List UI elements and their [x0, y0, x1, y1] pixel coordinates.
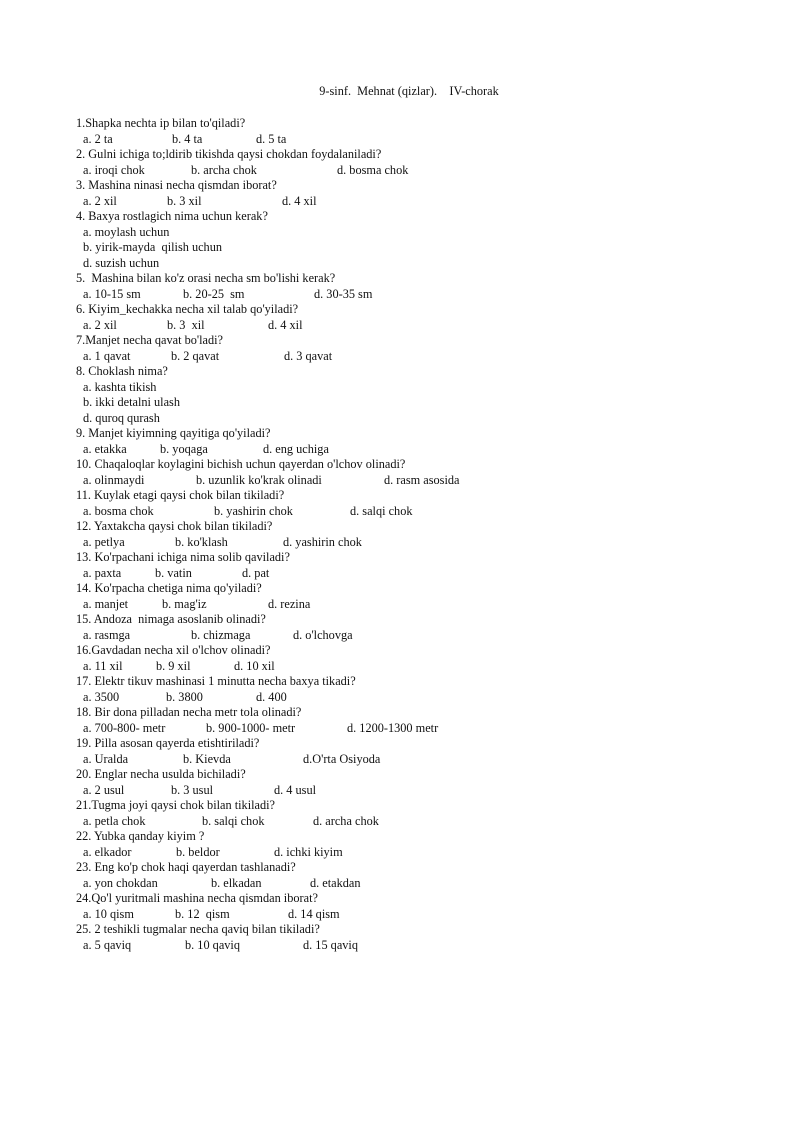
answer-option: a. yon chokdan — [83, 875, 158, 890]
answer-option: b. Kievda — [183, 751, 231, 766]
question-text: 16.Gavdadan necha xil o'lchov olinadi? — [76, 643, 271, 657]
question-text: 22. Yubka qanday kiyim ? — [76, 829, 205, 843]
question-text: 4. Baxya rostlagich nima uchun kerak? — [76, 209, 268, 223]
answer-option: b. ikki detalni ulash — [83, 395, 180, 409]
question-text: 17. Elektr tikuv mashinasi 1 minutta necha baxya tikadi? — [76, 674, 356, 688]
question-text: 10. Chaqaloqlar koylagini bichish uchun qayerdan o'lchov olinadi? — [76, 457, 406, 471]
question-item — [76, 302, 776, 333]
answer-option: b. 3 xil — [167, 317, 205, 332]
answer-option: b. elkadan — [211, 875, 262, 890]
answer-option: a. 2 xil — [83, 317, 117, 332]
answer-option: d. etakdan — [310, 875, 361, 890]
answer-option: d. archa chok — [313, 813, 379, 828]
question-item — [76, 550, 776, 581]
answer-option: b. 10 qaviq — [185, 937, 240, 952]
question-item — [76, 271, 776, 302]
answer-option: d.O'rta Osiyoda — [303, 751, 381, 766]
question-text: 5. Mashina bilan ko'z orasi necha sm bo'lishi kerak? — [76, 271, 336, 285]
answer-option: b. yashirin chok — [214, 503, 293, 518]
answer-option: b. archa chok — [191, 162, 257, 177]
answer-option: a. moylash uchun — [83, 224, 170, 239]
answer-option: a. 2 xil — [83, 193, 117, 208]
question-item — [76, 209, 776, 271]
answer-option: a. manjet — [83, 596, 129, 611]
question-text: 3. Mashina ninasi necha qismdan iborat? — [76, 178, 277, 192]
question-text: 15. Andoza nimaga asoslanib olinadi? — [76, 612, 266, 626]
question-item — [76, 178, 776, 209]
question-item — [76, 147, 776, 178]
answer-option: b. 2 qavat — [171, 348, 220, 363]
answer-options-row — [76, 473, 776, 489]
answer-options-row — [76, 194, 776, 210]
answer-option: d. 1200-1300 metr — [347, 720, 439, 735]
answer-option: d. yashirin chok — [283, 534, 362, 549]
answer-option: d. ichki kiyim — [274, 844, 343, 859]
answer-option: a. elkador — [83, 844, 132, 859]
answer-options-row — [76, 132, 776, 148]
question-text: 20. Englar necha usulda bichiladi? — [76, 767, 246, 781]
answer-option: a. etakka — [83, 441, 127, 456]
answer-options-row — [76, 783, 776, 799]
question-item — [76, 519, 776, 550]
question-text: 6. Kiyim_kechakka necha xil talab qo'yiladi? — [76, 302, 299, 316]
answer-options-row — [76, 659, 776, 675]
answer-options-row — [76, 876, 776, 892]
answer-options-row — [76, 287, 776, 303]
answer-option: a. petla chok — [83, 813, 146, 828]
answer-option: b. salqi chok — [202, 813, 265, 828]
page-title: 9-sinf. Mehnat (qizlar). IV-chorak — [319, 84, 499, 98]
answer-option: b. yirik-mayda qilish uchun — [83, 240, 223, 254]
answer-option: b. 3 xil — [167, 193, 202, 208]
question-text: 8. Choklash nima? — [76, 364, 168, 378]
question-text: 21.Tugma joyi qaysi chok bilan tikiladi? — [76, 798, 276, 812]
question-item — [76, 705, 776, 736]
answer-option: b. mag'iz — [162, 596, 207, 611]
question-text: 13. Ko'rpachani ichiga nima solib qaviladi? — [76, 550, 290, 564]
answer-option: a. Uralda — [83, 751, 129, 766]
question-item — [76, 364, 776, 426]
answer-options-row — [76, 442, 776, 458]
answer-options-row — [76, 628, 776, 644]
answer-option: d. quroq qurash — [83, 410, 160, 425]
question-list — [76, 116, 776, 953]
question-text: 19. Pilla asosan qayerda etishtiriladi? — [76, 736, 260, 750]
answer-option: a. 700-800- metr — [83, 720, 166, 735]
answer-option: d. bosma chok — [337, 162, 409, 177]
question-text: 12. Yaxtakcha qaysi chok bilan tikiladi? — [76, 519, 273, 533]
answer-options-row — [76, 845, 776, 861]
question-item — [76, 674, 776, 705]
question-item — [76, 488, 776, 519]
answer-option: d. 5 ta — [256, 131, 287, 146]
answer-options-row — [76, 163, 776, 179]
question-item — [76, 736, 776, 767]
answer-option: b. 900-1000- metr — [206, 720, 296, 735]
answer-option: d. rezina — [268, 596, 311, 611]
answer-option: d. pat — [242, 565, 270, 580]
question-item — [76, 333, 776, 364]
answer-options-row — [76, 535, 776, 551]
answer-options-row — [76, 504, 776, 520]
answer-option: a. 3500 — [83, 689, 120, 704]
question-item — [76, 581, 776, 612]
question-item — [76, 922, 776, 953]
answer-option: d. 3 qavat — [284, 348, 333, 363]
answer-options-row — [76, 721, 776, 737]
question-item — [76, 457, 776, 488]
answer-options-row — [76, 752, 776, 768]
answer-options-row — [76, 814, 776, 830]
answer-options-row — [76, 938, 776, 954]
question-item — [76, 829, 776, 860]
answer-option: a. 1 qavat — [83, 348, 131, 363]
answer-option: d. 4 xil — [282, 193, 317, 208]
question-text: 7.Manjet necha qavat bo'ladi? — [76, 333, 223, 347]
answer-option: b. vatin — [155, 565, 192, 580]
answer-options-row — [76, 690, 776, 706]
question-text: 9. Manjet kiyimning qayitiga qo'yiladi? — [76, 426, 271, 440]
answer-option: b. chizmaga — [191, 627, 251, 642]
answer-options-row — [76, 907, 776, 923]
question-item — [76, 798, 776, 829]
answer-options-row — [76, 597, 776, 613]
question-text: 23. Eng ko'p chok haqi qayerdan tashlanadi? — [76, 860, 296, 874]
question-text: 18. Bir dona pilladan necha metr tola olinadi? — [76, 705, 302, 719]
question-text: 14. Ko'rpacha chetiga nima qo'yiladi? — [76, 581, 262, 595]
answer-option: b. 9 xil — [156, 658, 191, 673]
answer-option: b. 3 usul — [171, 782, 214, 797]
answer-option: a. rasmga — [83, 627, 131, 642]
answer-option: b. 20-25 sm — [183, 286, 245, 301]
answer-options-row — [76, 566, 776, 582]
answer-option: a. 2 ta — [83, 131, 113, 146]
answer-option: a. 10-15 sm — [83, 286, 141, 301]
answer-option: a. olinmaydi — [83, 472, 145, 487]
answer-option: d. 30-35 sm — [314, 286, 373, 301]
answer-option: d. 4 xil — [268, 317, 303, 332]
answer-option: d. eng uchiga — [263, 441, 329, 456]
answer-option: a. paxta — [83, 565, 122, 580]
answer-option: a. bosma chok — [83, 503, 154, 518]
question-item — [76, 116, 776, 147]
answer-option: d. 400 — [256, 689, 287, 704]
question-text: 24.Qo'l yuritmali mashina necha qismdan iborat? — [76, 891, 318, 905]
question-text: 1.Shapka nechta ip bilan to'qiladi? — [76, 116, 246, 130]
question-text: 2. Gulni ichiga to;ldirib tikishda qaysi chokdan foydalaniladi? — [76, 147, 382, 161]
question-item — [76, 426, 776, 457]
answer-option: b. ko'klash — [175, 534, 228, 549]
answer-option: d. 10 xil — [234, 658, 275, 673]
question-item — [76, 767, 776, 798]
question-item — [76, 643, 776, 674]
answer-option: b. beldor — [176, 844, 220, 859]
question-item — [76, 891, 776, 922]
answer-option: d. 15 qaviq — [303, 937, 358, 952]
answer-option: d. o'lchovga — [293, 627, 353, 642]
answer-option: a. petlya — [83, 534, 125, 549]
answer-option: a. kashta tikish — [83, 379, 157, 394]
question-item — [76, 860, 776, 891]
answer-option: d. rasm asosida — [384, 472, 460, 487]
answer-option: d. suzish uchun — [83, 255, 160, 270]
answer-option: a. 10 qism — [83, 906, 134, 921]
answer-option: a. 5 qaviq — [83, 937, 132, 952]
answer-option: b. 3800 — [166, 689, 203, 704]
answer-option: b. 12 qism — [175, 906, 230, 921]
question-text: 25. 2 teshikli tugmalar necha qaviq bilan tikiladi? — [76, 922, 320, 936]
answer-option: a. iroqi chok — [83, 162, 145, 177]
answer-option: b. 4 ta — [172, 131, 203, 146]
answer-option: d. 4 usul — [274, 782, 317, 797]
answer-options-row — [76, 318, 776, 334]
answer-option: d. salqi chok — [350, 503, 413, 518]
question-text: 11. Kuylak etagi qaysi chok bilan tikiladi? — [76, 488, 285, 502]
answer-options-row — [76, 349, 776, 365]
answer-option: b. uzunlik ko'krak olinadi — [196, 472, 322, 487]
answer-option: a. 2 usul — [83, 782, 125, 797]
answer-option: a. 11 xil — [83, 658, 123, 673]
answer-option: d. 14 qism — [288, 906, 340, 921]
answer-option: b. yoqaga — [160, 441, 208, 456]
question-item — [76, 612, 776, 643]
